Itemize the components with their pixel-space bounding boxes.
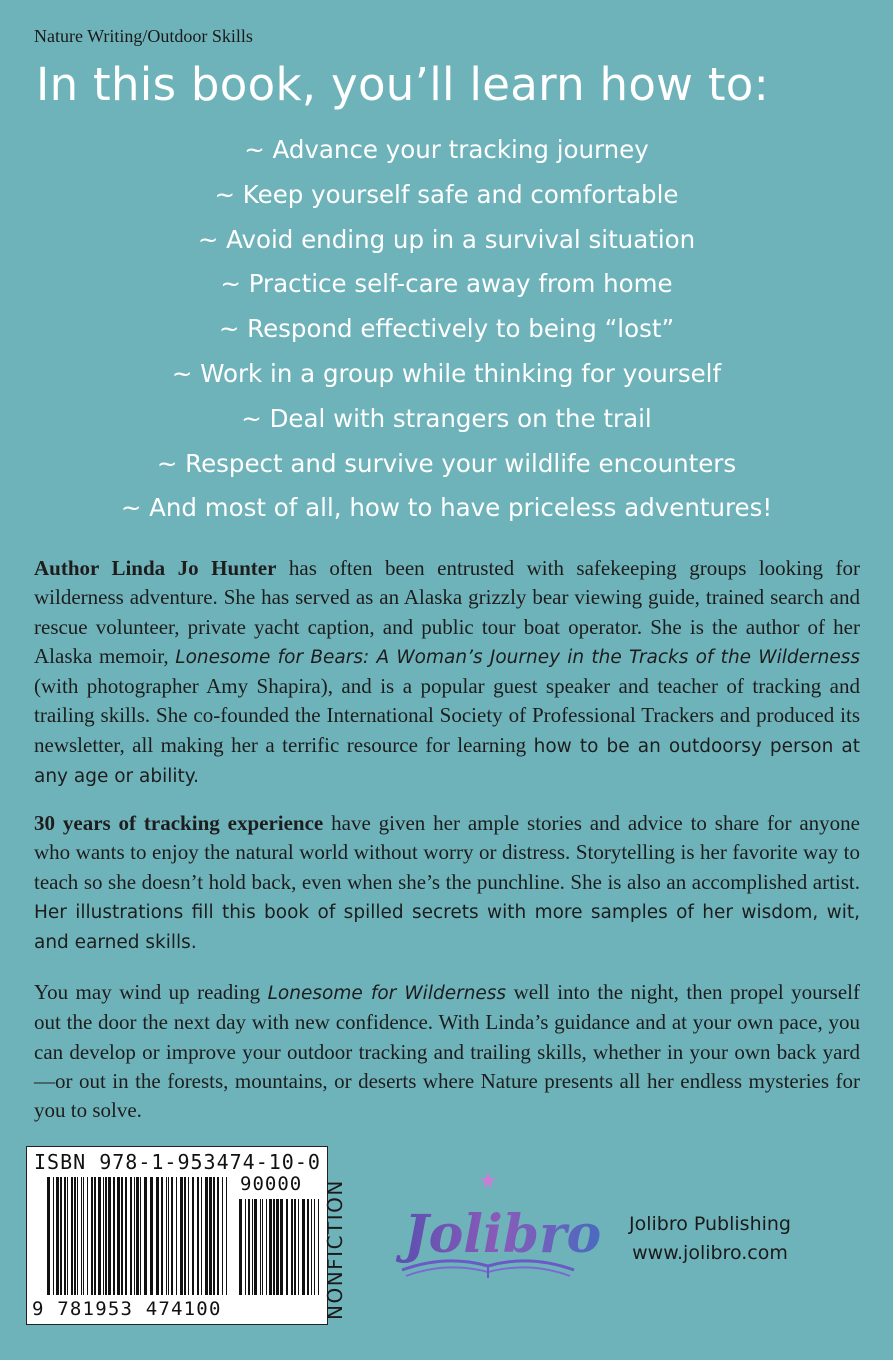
closing-text: You may wind up reading [34,980,268,1004]
publisher-info [610,1210,810,1268]
isbn-number: ISBN 978-1-953474-10-0 [34,1150,321,1174]
experience-text: have given her ample stories and advice to share for anyone who wants to enjoy the natural world without worry or distress. Storytelling is her favorite way to teach so she doesn’t hold back, even when she’s the punchline. She is also an accomplished artist. [34,811,860,894]
experience-text: Her illustrations fill this book of spilled secrets with more samples of her wisdom, wit, and earned skills. [34,901,860,954]
headline: In this book, you’ll learn how to: [36,58,770,111]
closing-paragraph [34,978,860,1125]
isbn-barcode [26,1146,328,1325]
bio-text: has often been entrusted with safekeeping groups looking for wilderness adventure. She has served as an Alaska grizzly bear viewing guide, trained search and rescue volunteer, private yacht caption, and public tour boat operator. She is the author of her Alaska memoir, [34,556,860,668]
bio-text: how to be an outdoorsy person at any age or ability. [34,735,861,788]
author-name: Author Linda Jo Hunter [34,556,277,580]
list-item: ~ Work in a group while thinking for yourself [171,358,722,388]
list-item: ~ Advance your tracking journey [244,135,649,164]
publisher-url: www.jolibro.com [632,1242,788,1264]
bio-text: (with photographer Amy Shapira), and is a popular guest speaker and teacher of tracking and trailing skills. She co-founded the International Society of Professional Trackers and produced its newsletter, all making her a terrific resource for learning [34,674,860,757]
list-item: ~ Keep yourself safe and comfortable [214,179,679,209]
list-item: ~ Respect and survive your wildlife encounters [156,448,737,478]
closing-text: well into the night, then propel yourself out the door the next day with new confidence. With Linda’s guidance and at your own pace, you can develop or improve your outdoor tracking and trailing skills, whether in your own back yard—or out in the forests, mountains, or deserts where Nature presents all her endless mysteries for you to solve. [34,980,860,1123]
list-item: ~ Deal with strangers on the trail [241,403,652,433]
price-code: 90000 [240,1173,303,1195]
publisher-name: Jolibro Publishing [628,1213,791,1235]
list-item: ~ Practice self-care away from home [220,269,673,299]
experience-lead: 30 years of tracking experience [34,811,324,835]
memoir-title: Lonesome for Bears: A Woman’s Journey in the Tracks of the Wilderness [175,646,860,668]
list-item: ~ And most of all, how to have priceless adventures! [120,493,773,523]
author-bio-paragraph [34,554,860,791]
logo-wordmark: Jolibro [404,1204,602,1265]
jolibro-logo [396,1166,602,1286]
list-item: ~ Avoid ending up in a survival situation [197,224,696,254]
category-label: Nature Writing/Outdoor Skills [34,26,253,46]
ean-number: 9 781953 474100 [32,1298,222,1320]
genre-label: NONFICTION [323,1179,347,1320]
book-title: Lonesome for Wilderness [267,983,507,1004]
list-item: ~ Respond effectively to being “lost” [218,314,675,344]
experience-paragraph [34,809,860,957]
learning-list [0,128,893,531]
